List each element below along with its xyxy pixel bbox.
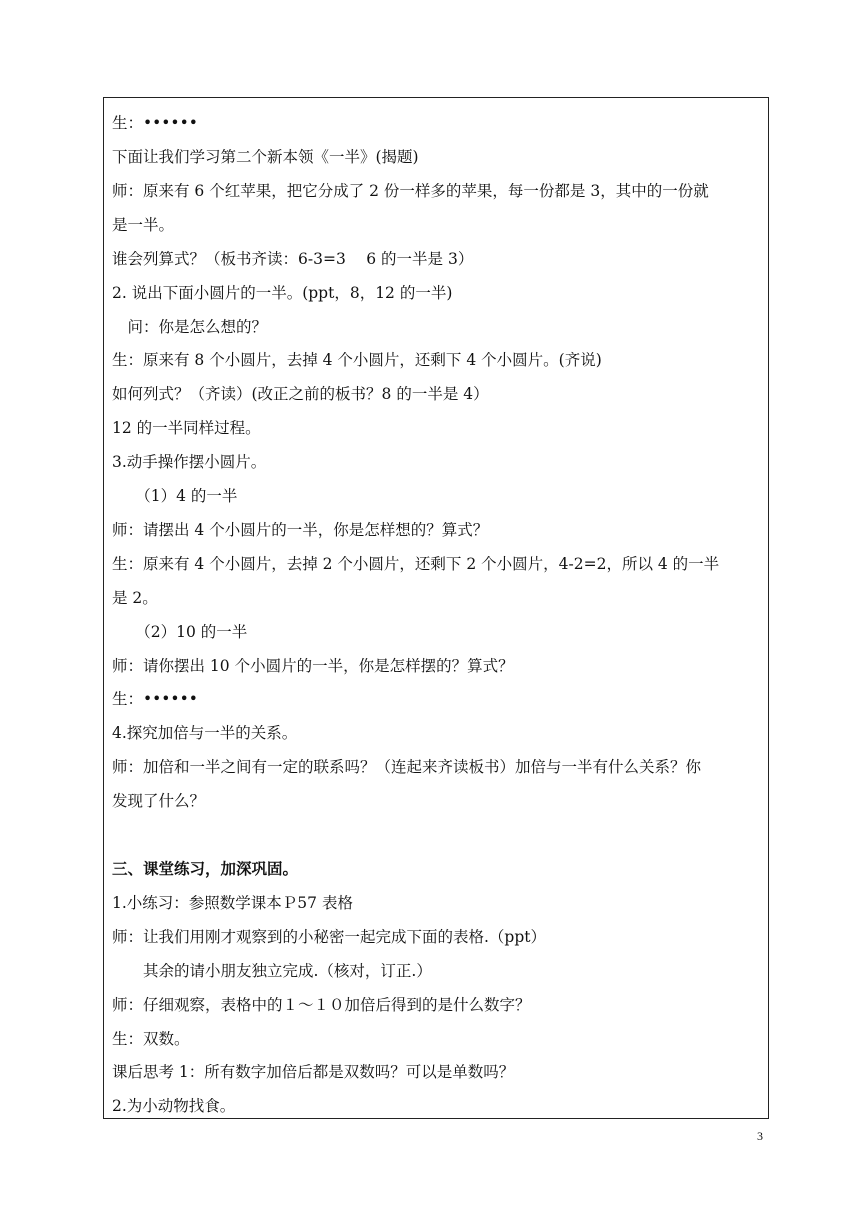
text-line: 是 2。 bbox=[112, 589, 158, 607]
text-line: 师：仔细观察，表格中的１～１０加倍后得到的是什么数字？ bbox=[112, 996, 531, 1014]
text-line: 生：•••••• bbox=[112, 690, 198, 708]
text-line: 问：你是怎么想的？ bbox=[112, 318, 268, 336]
page-number: 3 bbox=[757, 1129, 763, 1143]
text-line: 发现了什么？ bbox=[112, 792, 206, 810]
text-line: 2. 说出下面小圆片的一半。(ppt，8，12 的一半) bbox=[112, 284, 453, 302]
text-line: 4.探究加倍与一半的关系。 bbox=[112, 724, 298, 742]
text-line: 师：原来有 6 个红苹果，把它分成了 2 份一样多的苹果，每一份都是 3，其中的一份就 bbox=[112, 182, 709, 200]
text-line: 是一半。 bbox=[112, 216, 175, 234]
text-line: 生：原来有 8 个小圆片，去掉 4 个小圆片，还剩下 4 个小圆片。(齐说) bbox=[112, 351, 602, 369]
text-line: 谁会列算式？（板书齐读：6-3=3 6 的一半是 3） bbox=[112, 250, 474, 268]
text-line: 生：•••••• bbox=[112, 114, 198, 132]
text-line: （1）4 的一半 bbox=[112, 487, 238, 505]
section-heading: 三、课堂练习，加深巩固。 bbox=[112, 859, 299, 878]
text-line: 3.动手操作摆小圆片。 bbox=[112, 453, 267, 471]
text-line: 生：双数。 bbox=[112, 1030, 190, 1048]
text-line: （2）10 的一半 bbox=[112, 623, 248, 641]
text-line: 师：加倍和一半之间有一定的联系吗？（连起来齐读板书）加倍与一半有什么关系？你 bbox=[112, 758, 702, 776]
text-line: 师：请你摆出 10 个小圆片的一半，你是怎样摆的？算式？ bbox=[112, 657, 514, 675]
text-line: 1.小练习：参照数学课本Ｐ57 表格 bbox=[112, 894, 353, 912]
text-line: 生：原来有 4 个小圆片，去掉 2 个小圆片，还剩下 2 个小圆片，4-2=2，所以 4 的一半 bbox=[112, 555, 720, 573]
text-line: 2.为小动物找食。 bbox=[112, 1097, 236, 1115]
text-line: 12 的一半同样过程。 bbox=[112, 419, 261, 437]
text-line: 师：让我们用刚才观察到的小秘密一起完成下面的表格.（ppt） bbox=[112, 928, 547, 946]
text-line: 如何列式？（齐读）(改正之前的板书？8 的一半是 4） bbox=[112, 385, 489, 403]
text-line: 师：请摆出 4 个小圆片的一半，你是怎样想的？算式？ bbox=[112, 521, 489, 539]
text-line: 下面让我们学习第二个新本领《一半》(揭题) bbox=[112, 148, 419, 166]
text-line: 其余的请小朋友独立完成.（核对，订正.） bbox=[112, 962, 432, 980]
text-line: 课后思考 1：所有数字加倍后都是双数吗？可以是单数吗？ bbox=[112, 1063, 515, 1081]
